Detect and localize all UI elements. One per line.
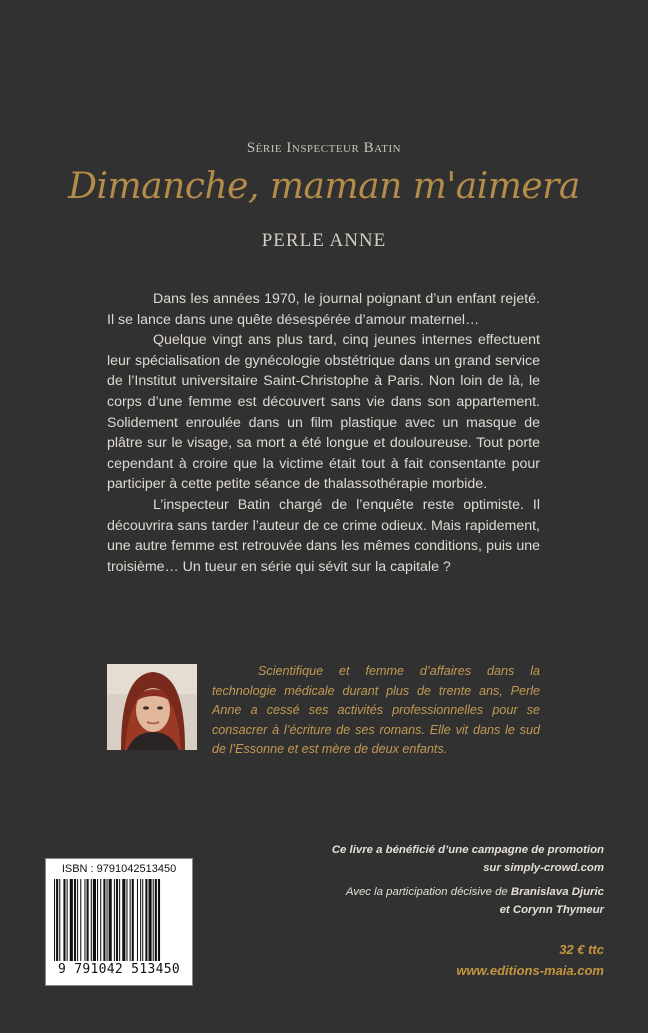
synopsis-paragraph: L’inspecteur Batin chargé de l’enquête reste optimiste. Il découvrira sans tarder l’auteur de ce crime odieux. Mais rapidement, une autre femme est retrouvée dans les mêmes conditions, puis une troisième… Un tueur en série qui sévit sur la capitale ? xyxy=(107,496,540,575)
promo-credit-prefix: Avec la participation décisive de xyxy=(345,886,511,898)
barcode-bar xyxy=(140,879,141,961)
barcode-bar xyxy=(80,879,81,961)
series-label: Série Inspecteur Batin xyxy=(246,140,402,156)
promo-credit-name: Branislava Djuric xyxy=(510,886,604,898)
promo-credit-line: et Corynn Thymeur xyxy=(499,903,604,916)
synopsis xyxy=(107,289,540,577)
barcode-bar xyxy=(119,879,120,961)
barcode-bar xyxy=(153,879,154,961)
barcode-bar xyxy=(97,879,98,961)
barcode-bar xyxy=(91,879,92,961)
barcode-bar xyxy=(70,879,73,961)
barcode-bar xyxy=(114,879,115,961)
barcode-bar xyxy=(158,879,160,961)
barcode-bar xyxy=(142,879,143,961)
promo-credit-line xyxy=(346,884,604,902)
author-name: PERLE ANNE xyxy=(261,230,387,251)
author-bio-text: Scientifique et femme d’affaires dans la technologie médicale durant plus de trente ans, Perle Anne a cessé ses activités professionnelles pour se consacrer à l’écriture de ses romans. Elle vit dans le sud de l’Essonne et est mère de deux enfants. xyxy=(212,664,540,757)
barcode-bar xyxy=(155,879,157,961)
barcode-bar xyxy=(87,879,89,961)
isbn-digits: 9 791042 513450 xyxy=(58,962,180,977)
barcode-bar xyxy=(137,879,138,961)
author-bio xyxy=(212,662,540,760)
price-label: 32 € ttc xyxy=(559,942,604,957)
barcode-bar xyxy=(103,879,105,961)
publisher-website: www.editions-maia.com xyxy=(456,963,604,978)
barcode-bar xyxy=(77,879,78,961)
barcode-bars xyxy=(52,879,186,961)
author-portrait-image xyxy=(107,664,197,750)
promo-campaign xyxy=(332,842,604,877)
author-photo xyxy=(107,664,197,750)
barcode-bar xyxy=(84,879,85,961)
barcode-bar xyxy=(59,879,60,961)
barcode-bar xyxy=(145,879,147,961)
synopsis-paragraph: Dans les années 1970, le journal poignant d’un enfant rejeté. Il se lance dans une quête désespérée d’amour maternel… xyxy=(107,291,540,328)
barcode-bar xyxy=(67,879,68,961)
barcode-bar xyxy=(107,879,108,961)
barcode-bar xyxy=(109,879,112,961)
promo-line: sur simply-crowd.com xyxy=(483,861,604,874)
barcode-bar xyxy=(122,879,125,961)
barcode-bar xyxy=(93,879,96,961)
barcode-bar xyxy=(74,879,76,961)
synopsis-paragraph: Quelque vingt ans plus tard, cinq jeunes internes effectuent leur spécialisation de gynécologie obstétrique dans un grand service de l’Institut universitaire Saint-Christophe à Paris. Non loin de là, le corps d’une femme est découvert sans vie dans son appartement. Solidement enroulée dans un film plastique avec un masque de plâtre sur le visage, sa mort a été longue et douloureuse. Tout porte cependant à croire que la victime était tout à fait consentante pour participer à cette petite séance de thalassothérapie morbide. xyxy=(107,332,540,493)
barcode-bar xyxy=(130,879,131,961)
barcode-bar xyxy=(126,879,127,961)
barcode-bar xyxy=(63,879,65,961)
barcode-bar xyxy=(132,879,134,961)
isbn-barcode xyxy=(45,858,193,986)
barcode-bar xyxy=(100,879,101,961)
barcode-bar xyxy=(54,879,55,961)
book-title: Dimanche, maman m'aimera xyxy=(68,166,580,207)
promo-line: Ce livre a bénéficié d’une campagne de promotion xyxy=(331,844,604,856)
isbn-label: ISBN : 9791042513450 xyxy=(61,863,177,875)
barcode-bar xyxy=(149,879,152,961)
barcode-bar xyxy=(56,879,58,961)
barcode-bar xyxy=(116,879,118,961)
promo-credits xyxy=(346,884,604,919)
